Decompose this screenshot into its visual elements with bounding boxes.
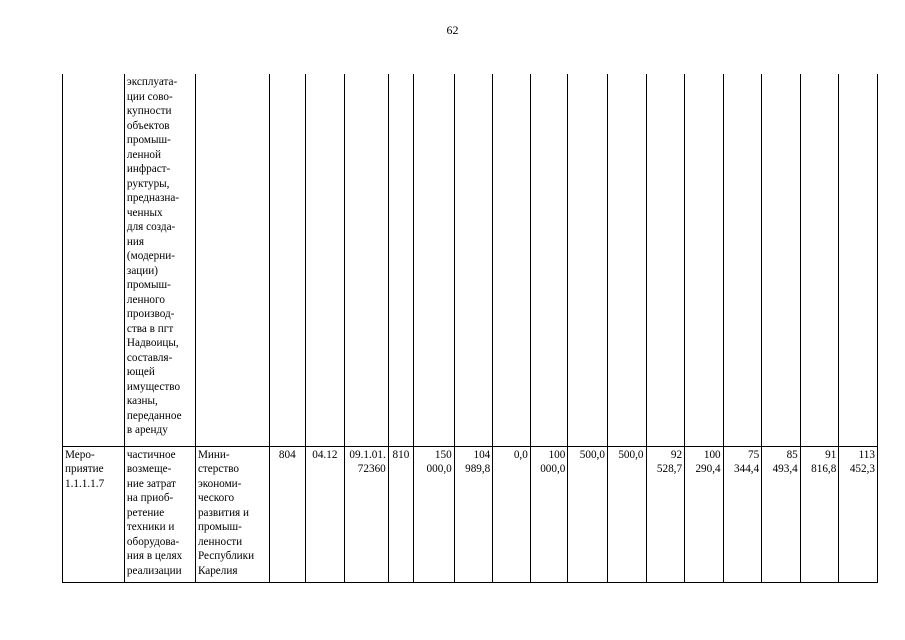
measure-code-cell bbox=[63, 74, 125, 446]
measure-code-cell: Меро- приятие 1.1.1.1.7 bbox=[63, 446, 125, 582]
expense-type-cell bbox=[388, 74, 413, 446]
amount-cell bbox=[723, 74, 762, 446]
amount-cell: 104 989,8 bbox=[454, 446, 493, 582]
amount-cell: 113 452,3 bbox=[839, 446, 878, 582]
amount-cell bbox=[414, 74, 455, 446]
amount-cell: 500,0 bbox=[607, 446, 646, 582]
amount-cell: 100 000,0 bbox=[530, 446, 568, 582]
grbs-code-cell: 804 bbox=[270, 446, 306, 582]
executor-cell: Мини- стерство экономи- ческого развития и промыш- ленности Республики Карелия bbox=[195, 446, 269, 582]
measure-description-cell: частичное возмеще- ние затрат на приоб- ретение техники и оборудова- ния в целях реализации bbox=[124, 446, 195, 582]
amount-cell bbox=[530, 74, 568, 446]
grbs-code-cell bbox=[270, 74, 306, 446]
executor-cell bbox=[195, 74, 269, 446]
amount-cell: 75 344,4 bbox=[723, 446, 762, 582]
section-code-cell bbox=[305, 74, 345, 446]
expense-type-cell: 810 bbox=[388, 446, 413, 582]
amount-cell bbox=[568, 74, 608, 446]
table-row bbox=[63, 446, 878, 582]
amount-cell: 92 528,7 bbox=[646, 446, 685, 582]
amount-cell bbox=[454, 74, 493, 446]
amount-cell bbox=[685, 74, 724, 446]
amount-cell bbox=[493, 74, 531, 446]
amount-cell: 500,0 bbox=[568, 446, 608, 582]
target-article-cell: 09.1.01. 72360 bbox=[345, 446, 389, 582]
amount-cell: 0,0 bbox=[493, 446, 531, 582]
amount-cell bbox=[607, 74, 646, 446]
amount-cell: 85 493,4 bbox=[762, 446, 801, 582]
page-number: 62 bbox=[446, 23, 459, 37]
amount-cell bbox=[800, 74, 839, 446]
program-measures-table bbox=[62, 74, 878, 583]
measure-description-cell: эксплуата- ции сово- купности объектов промыш- ленной инфраст- руктуры, предназна- ченных для созда- ния (модерни- зации) промыш- ленного производ- ства в пгт Надвоицы, составля- ющей имущество казны, переданное в аренду bbox=[124, 74, 195, 446]
table-row bbox=[63, 74, 878, 446]
amount-cell bbox=[762, 74, 801, 446]
amount-cell: 91 816,8 bbox=[800, 446, 839, 582]
amount-cell bbox=[839, 74, 878, 446]
amount-cell bbox=[646, 74, 685, 446]
amount-cell: 150 000,0 bbox=[414, 446, 455, 582]
section-code-cell: 04.12 bbox=[305, 446, 345, 582]
target-article-cell bbox=[345, 74, 389, 446]
amount-cell: 100 290,4 bbox=[685, 446, 724, 582]
